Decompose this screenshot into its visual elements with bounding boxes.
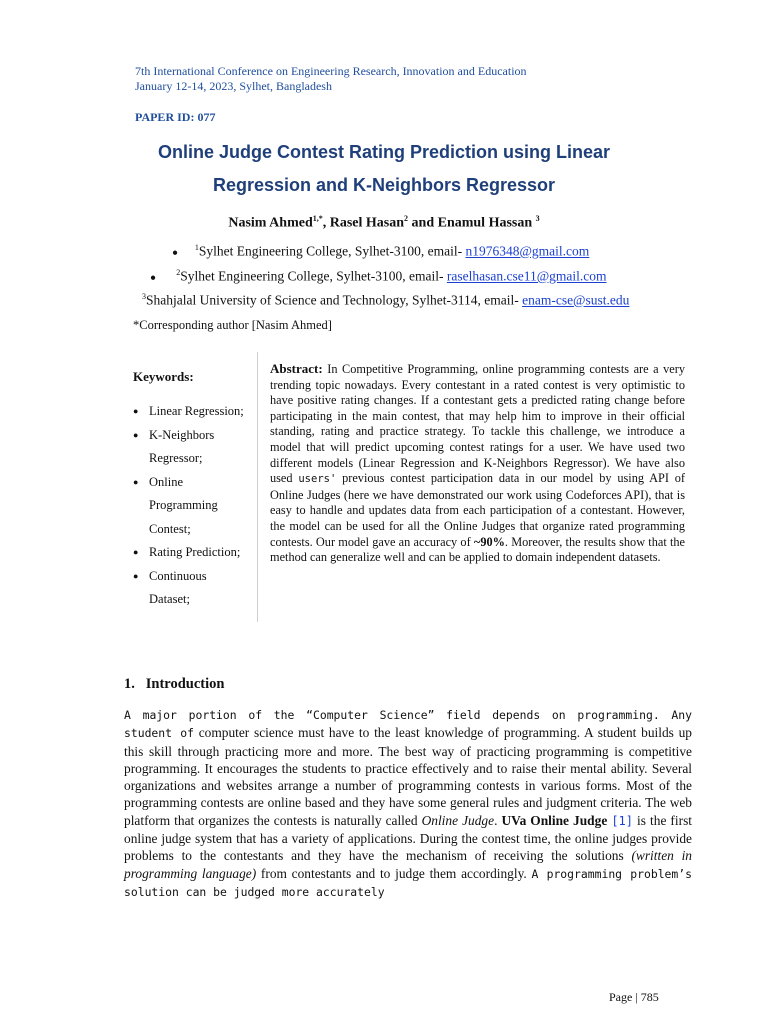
uva-online-judge: UVa Online Judge xyxy=(501,812,608,828)
email-link-2[interactable]: raselhasan.cse11@gmail.com xyxy=(446,268,607,284)
bullet-icon: ● xyxy=(172,247,179,259)
accuracy-value: ~90% xyxy=(473,534,505,549)
paper-id: PAPER ID: 077 xyxy=(135,110,216,124)
keyword-item: ● Continuous Dataset; xyxy=(133,565,244,612)
author-2: Rasel Hasan xyxy=(329,215,405,231)
author-2-superscript: 2 xyxy=(404,214,409,223)
abstract-text: Abstract: In Competitive Programming, online programming contests are a very trending topic nowadays. Every contestant in a rated contest is very optimistic to have positive rating changes. If a contestant gets a predicted rating change before participating in the main contest, that may help him to improve in their official standing, rating and practice strategy. To tackle this challenge, we introduce a model that will predict upcoming contest ratings for a user. We have used two different models (Linear Regression and K-Neighbors Regressor). We have also used users' previous contest participation data in our model by using API of Online Judges (here we have demonstrated our work using Codeforces API), that is easy to handle and updates data from each participation of a contestant. However, the model can be used for all the Online Judges that organize rated programming contests. Our model gave an accuracy of ~90%. Moreover, the results show that the method can generalize well and can be applied to domain independent datasets. xyxy=(270,361,685,565)
paper-title-line1: Online Judge Contest Rating Prediction using Linear xyxy=(157,142,611,162)
author-list xyxy=(0,214,768,232)
author-3-superscript: 3 xyxy=(535,214,540,223)
keywords-panel xyxy=(121,352,258,622)
author-3: Enamul Hassan xyxy=(437,215,533,231)
introduction-paragraph: A major portion of the “Computer Science” field depends on programming. Any student of computer science must have to the least knowledge of programming. A student builds up this skill through practicing more and more. The best way of practicing programming is competitive programming. It encourages the students to practice effectively and to raise their mental ability. Several organizations and websites arrange a number of programming contests in various forms. Most of the programming contests are online based and they have some general rules and judgment criteria. The web platform that organizes the contests is naturally called Online Judge. UVa Online Judge [1] is the first online judge system that has a variety of applications. During the contest time, the online judges provide problems to the contestants and they have the mechanism of receiving the solutions (written in programming language) from contestants and to judge them accordingly. A programming problem’s solution can be judged more accurately xyxy=(124,708,693,899)
conference-dates: January 12-14, 2023, Sylhet, Bangladesh xyxy=(135,79,332,93)
author-1: Nasim Ahmed xyxy=(228,215,313,231)
conference-name: 7th International Conference on Engineering Research, Innovation and Education xyxy=(135,64,527,78)
affiliation-1: ● $^1$Sylhet Engineering College, Sylhet-3100, email- n1976348@gmail.com xyxy=(172,243,590,259)
author-separator: , xyxy=(322,215,330,231)
section-heading-introduction: 1. Introduction xyxy=(124,676,225,692)
affiliation-3: $^3$Shahjalal University of Science and Technology, Sylhet-3114, email- enam-cse@sust.edu xyxy=(142,292,630,308)
bullet-icon: ● xyxy=(150,272,157,284)
email-link-1[interactable]: n1976348@gmail.com xyxy=(465,243,590,259)
paper-title-line2: Regression and K-Neighbors Regressor xyxy=(212,175,556,195)
keyword-item: ● Rating Prediction; xyxy=(133,541,244,565)
author-separator: and xyxy=(408,215,438,231)
corresponding-author: *Corresponding author [Nasim Ahmed] xyxy=(133,318,332,332)
affiliation-2: ● $^2$Sylhet Engineering College, Sylhet-3100, email- raselhasan.cse11@gmail.com xyxy=(150,268,607,284)
keyword-item: ● Linear Regression; xyxy=(133,400,244,424)
keyword-item: ● Online Programming Contest; xyxy=(133,471,244,542)
author-1-superscript: 1,* xyxy=(312,214,323,223)
email-link-3[interactable]: enam-cse@sust.edu xyxy=(522,292,630,308)
keyword-item: ● K-Neighbors Regressor; xyxy=(133,424,244,471)
page-number: Page | 785 xyxy=(609,990,659,1004)
keywords-title: Keywords: xyxy=(133,369,194,384)
abstract-label: Abstract: xyxy=(270,361,323,376)
citation-link[interactable]: [1] xyxy=(611,813,634,828)
keywords-list xyxy=(133,400,244,612)
